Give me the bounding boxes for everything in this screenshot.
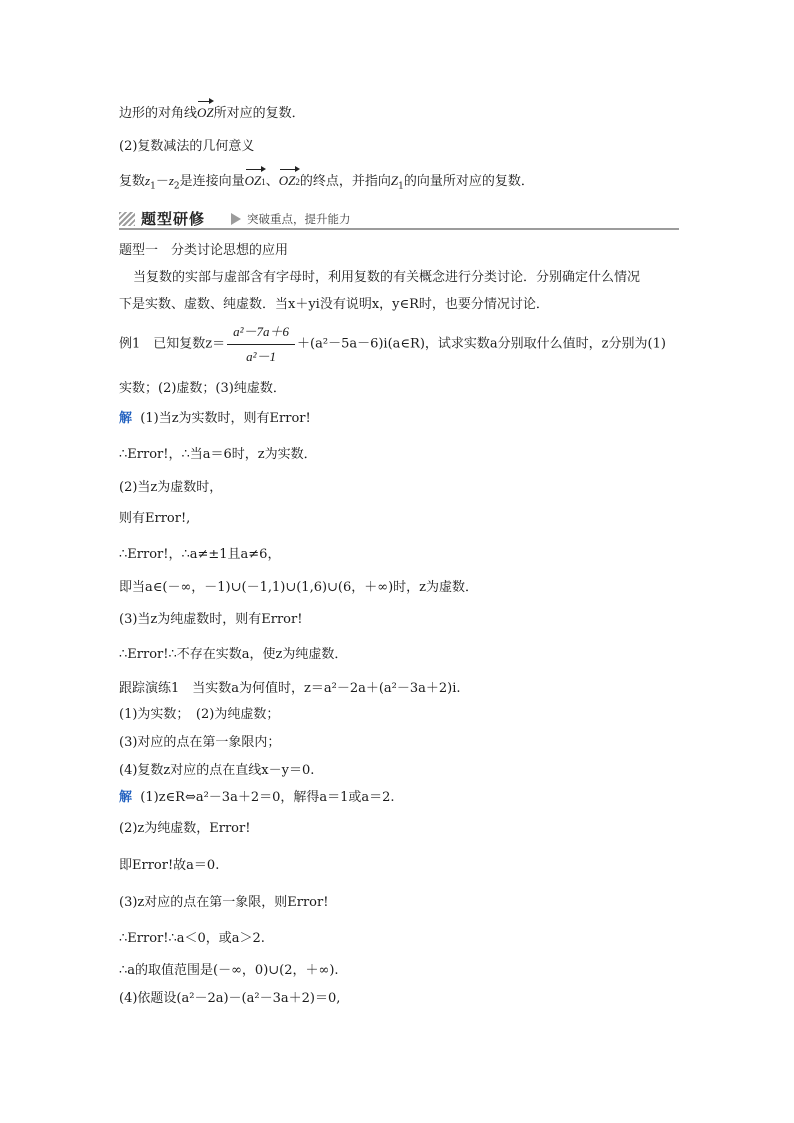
vector-oz: OZ bbox=[197, 105, 214, 120]
text: 的向量所对应的复数． bbox=[403, 174, 534, 189]
solution-text: (1)当z为实数时，则有Error! bbox=[140, 411, 311, 426]
fraction bbox=[227, 322, 295, 367]
var-Z: Z bbox=[390, 173, 399, 188]
text: 边形的对角线 bbox=[119, 106, 198, 121]
vector-oz2 bbox=[279, 172, 300, 191]
practice-item-3: (3)对应的点在第一象限内； bbox=[119, 735, 281, 750]
text: 、 bbox=[265, 174, 279, 189]
practice-solution-2: (2)z为纯虚数，Error! bbox=[119, 821, 251, 836]
text: 的终点，并指向 bbox=[299, 174, 391, 189]
vector-oz1 bbox=[245, 172, 266, 191]
practice-solution-5: ∴Error!∴a＜0，或a＞2. bbox=[119, 931, 265, 946]
intro-line-2: 下是实数、虚数、纯虚数．当x＋yi没有说明x，y∈R时，也要分情况讨论． bbox=[119, 297, 549, 312]
minus: － bbox=[155, 174, 169, 189]
subscript: 1 bbox=[398, 181, 404, 192]
var-z1: z bbox=[145, 173, 151, 188]
vector-name: OZ bbox=[278, 173, 296, 188]
fraction-numerator: a²－7a＋6 bbox=[227, 322, 295, 345]
var-z2: z bbox=[168, 173, 174, 188]
example-1-cont: 实数；(2)虚数；(3)纯虚数． bbox=[119, 381, 286, 396]
practice-solution-7: (4)依题设(a²－2a)－(a²－3a＋2)＝0, bbox=[119, 991, 341, 1006]
practice-item-1: (1)为实数； (2)为纯虚数； bbox=[119, 707, 280, 722]
text-line-diagonal bbox=[119, 104, 305, 123]
example-1 bbox=[119, 322, 666, 367]
solution-line-4: 则有Error!, bbox=[119, 511, 191, 526]
practice-solution-4: (3)z对应的点在第一象限，则Error! bbox=[119, 895, 329, 910]
fraction-denominator: a²－1 bbox=[246, 349, 277, 364]
subscript: 1 bbox=[150, 181, 156, 192]
solution-line-7: (3)当z为纯虚数时，则有Error! bbox=[119, 612, 303, 627]
vector-subscript: 1 bbox=[261, 177, 266, 187]
topic-heading: 题型一 分类讨论思想的应用 bbox=[119, 243, 289, 258]
practice-heading: 跟踪演练1 当实数a为何值时，z＝a²－2a＋(a²－3a＋2)i. bbox=[119, 681, 461, 696]
solution-text: (1)z∈R⇔a²－3a＋2＝0，解得a＝1或a＝2. bbox=[140, 790, 395, 805]
subscript: 2 bbox=[173, 181, 180, 192]
practice-solution-3: 即Error!故a＝0. bbox=[119, 858, 220, 873]
practice-item-4: (4)复数z对应的点在直线x－y＝0. bbox=[119, 763, 315, 778]
vector-subscript: 2 bbox=[295, 177, 300, 187]
section-banner bbox=[119, 208, 679, 230]
text: 所对应的复数． bbox=[213, 106, 305, 121]
section-subtitle: 突破重点，提升能力 bbox=[247, 212, 351, 226]
section-title: 题型研修 bbox=[141, 210, 206, 228]
example-text: 例1 已知复数z＝ bbox=[119, 336, 226, 352]
banner-stripe-decoration bbox=[119, 212, 135, 226]
practice-solution-6: ∴a的取值范围是(－∞，0)∪(2，＋∞). bbox=[119, 963, 339, 978]
solution-line-5: ∴Error!，∴a≠±1且a≠6， bbox=[119, 547, 281, 562]
vector-name: OZ bbox=[244, 173, 262, 188]
solution-line-3: (2)当z为虚数时， bbox=[119, 480, 223, 495]
solution-line-2: ∴Error!，∴当a＝6时，z为实数． bbox=[119, 447, 317, 462]
solution-line-1 bbox=[119, 410, 311, 428]
text: 复数 bbox=[119, 174, 146, 189]
example-text: ＋(a²－5a－6)i(a∈R)，试求实数a分别取什么值时，z分别为(1) bbox=[297, 336, 666, 352]
solution-label: 解 bbox=[119, 411, 133, 426]
solution-label: 解 bbox=[119, 790, 133, 805]
solution-line-8: ∴Error!∴不存在实数a，使z为纯虚数． bbox=[119, 647, 348, 662]
solution-line-6: 即当a∈(－∞，－1)∪(－1,1)∪(1,6)∪(6，＋∞)时，z为虚数． bbox=[119, 580, 479, 595]
text: 是连接向量 bbox=[179, 174, 245, 189]
intro-line-1: 当复数的实部与虚部含有字母时，利用复数的有关概念进行分类讨论．分别确定什么情况 bbox=[133, 270, 641, 285]
banner-rule bbox=[119, 228, 679, 230]
text-line-subtraction bbox=[119, 172, 534, 196]
subheading-subtraction-geometry: (2)复数减法的几何意义 bbox=[119, 139, 255, 154]
banner-arrow-icon bbox=[231, 213, 241, 225]
practice-solution-1 bbox=[119, 789, 395, 807]
